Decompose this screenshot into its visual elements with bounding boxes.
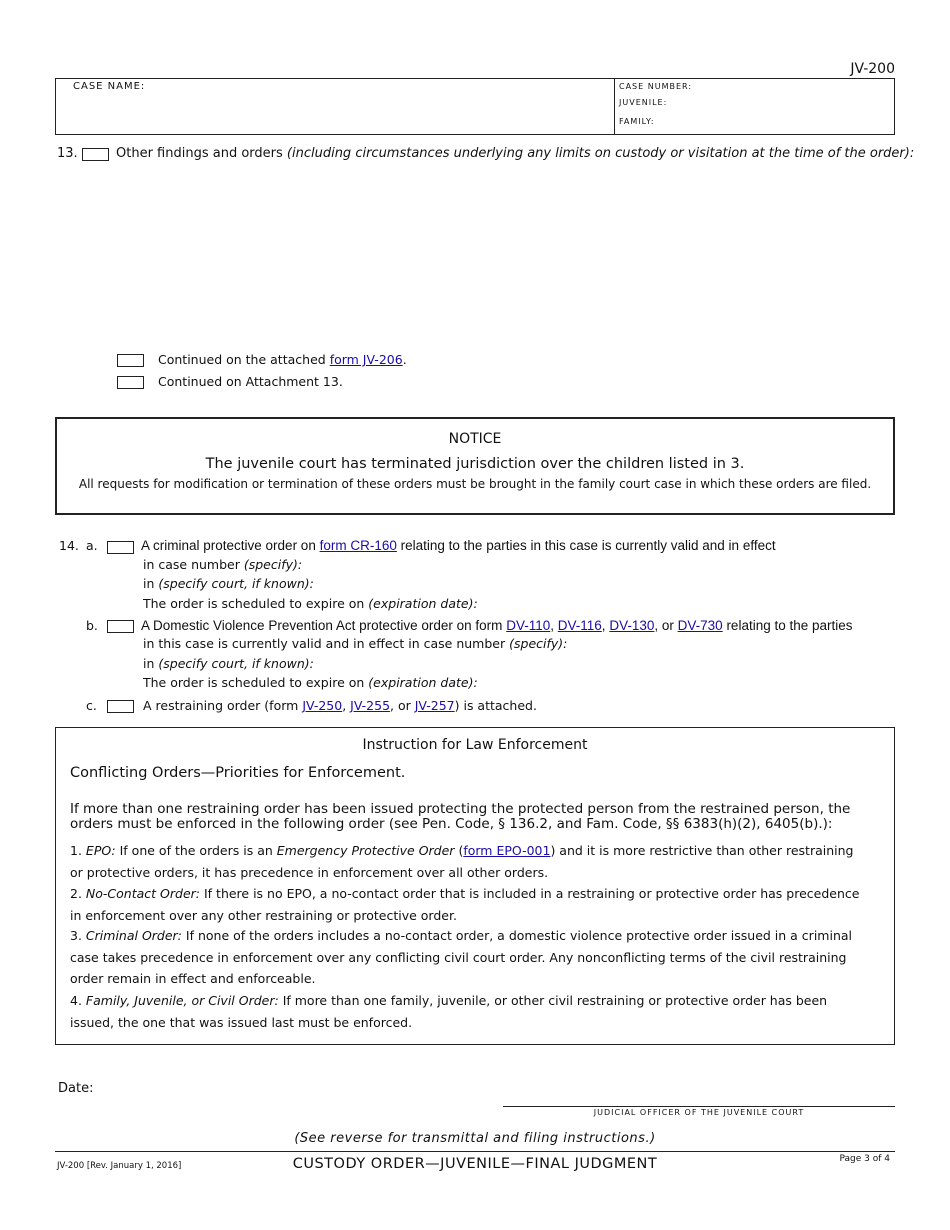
item14a-line1: A criminal protective order on form CR-160 relating to the parties in this case is currently valid and in effect [141, 538, 776, 553]
notice-line2: All requests for modification or termination of these orders must be brought in the family court case in which these orders are filed. [78, 477, 872, 491]
juvenile-label: JUVENILE: [619, 98, 668, 107]
footer-rule [55, 1151, 895, 1152]
item14a-expire: The order is scheduled to expire on (expiration date): [143, 596, 478, 611]
notice-title: NOTICE [448, 431, 502, 447]
item13-label: Other findings and orders [116, 146, 283, 161]
cont-jv206-checkbox[interactable] [117, 354, 144, 367]
item13-number: 13. [57, 146, 78, 161]
law-enforcement-box [55, 727, 895, 1045]
item14b-letter: b. [86, 618, 98, 633]
page-number: Page 3 of 4 [839, 1154, 890, 1164]
law-item-4: 4. Family, Juvenile, or Civil Order: If more than one family, juvenile, or other civil restraining or protective order has been issued, the one that was issued last must be enforced. [70, 993, 828, 1030]
item14a-letter: a. [86, 538, 98, 553]
item14b-line1: A Domestic Violence Prevention Act protective order on form DV-110, DV-116, DV-130, or DV-730 relating to the parties [141, 618, 853, 633]
form-jv257-link[interactable]: JV-257 [414, 698, 455, 713]
cont-attachment13-checkbox[interactable] [117, 376, 144, 389]
item14b-expire: The order is scheduled to expire on (expiration date): [143, 675, 478, 690]
notice-box [55, 417, 895, 515]
item14c-line: A restraining order (form JV-250, JV-255, or JV-257) is attached. [143, 698, 537, 713]
form-dv116-link[interactable]: DV-116 [557, 618, 602, 633]
cont-jv206-line: Continued on the attached form JV-206. [158, 352, 407, 367]
form-jv250-link[interactable]: JV-250 [302, 698, 343, 713]
law-intro: If more than one restraining order has been issued protecting the protected person from the restrained person, the orders must be enforced in the following order (see Pen. Code, § 136.2, and Fam. Code, §§ 6383(h)(2), 6405(b).): [70, 801, 851, 832]
form-dv110-link[interactable]: DV-110 [506, 618, 551, 633]
case-header-box [55, 78, 895, 135]
item13-text [116, 146, 914, 161]
item14c-checkbox[interactable] [107, 700, 134, 713]
form-jv206-link[interactable]: form JV-206 [329, 352, 403, 367]
case-name-label: CASE NAME: [73, 81, 146, 92]
family-label: FAMILY: [619, 117, 655, 126]
see-reverse-note: (See reverse for transmittal and filing instructions.) [294, 1131, 656, 1146]
date-label: Date: [58, 1081, 94, 1096]
item14b-court: in (specify court, if known): [143, 656, 314, 671]
form-dv130-link[interactable]: DV-130 [609, 618, 655, 633]
case-number-label: CASE NUMBER: [619, 82, 693, 91]
form-epo001-link[interactable]: form EPO-001 [463, 843, 551, 858]
item14b-checkbox[interactable] [107, 620, 134, 633]
item14a-court: in (specify court, if known): [143, 576, 314, 591]
item14a-checkbox[interactable] [107, 541, 134, 554]
header-divider [614, 79, 615, 134]
item13-checkbox[interactable] [82, 148, 109, 161]
law-title: Instruction for Law Enforcement [362, 737, 588, 753]
form-cr160-link[interactable]: form CR-160 [319, 538, 397, 553]
item14c-letter: c. [86, 698, 97, 713]
form-revision: JV-200 [Rev. January 1, 2016] [57, 1161, 182, 1171]
law-subtitle: Conflicting Orders—Priorities for Enforcement. [70, 765, 406, 781]
signature-line [503, 1106, 895, 1107]
form-jv255-link[interactable]: JV-255 [350, 698, 391, 713]
item14b-line2: in this case is currently valid and in effect in case number (specify): [143, 636, 568, 651]
law-item-3: 3. Criminal Order: If none of the orders includes a no-contact order, a domestic violence protective order issued in a criminal case takes precedence in enforcement over any conflicting civil court order. Any nonconflicting terms of the civil restraining order remain in effect and enforceable. [70, 928, 852, 986]
notice-line1: The juvenile court has terminated jurisdiction over the children listed in 3. [205, 456, 745, 472]
item13-note: (including circumstances underlying any limits on custody or visitation at the time of the order): [286, 146, 915, 161]
form-title: CUSTODY ORDER—JUVENILE—FINAL JUDGMENT [292, 1156, 658, 1172]
officer-label: JUDICIAL OFFICER OF THE JUVENILE COURT [593, 1108, 805, 1117]
item14-number: 14. [59, 538, 79, 553]
cont-attachment13-label: Continued on Attachment 13. [158, 374, 343, 389]
form-dv730-link[interactable]: DV-730 [677, 618, 723, 633]
law-item-1: 1. EPO: If one of the orders is an Emergency Protective Order (form EPO-001) and it is more restrictive than other restraining or protective orders, it has precedence in enforcement over all other orders. [70, 843, 854, 880]
form-id-top: JV-200 [850, 61, 895, 77]
law-item-2: 2. No-Contact Order: If there is no EPO, a no-contact order that is included in a restraining or protective order has precedence in enforcement over any other restraining or protective order. [70, 886, 860, 923]
item14a-case-number: in case number (specify): [143, 557, 303, 572]
